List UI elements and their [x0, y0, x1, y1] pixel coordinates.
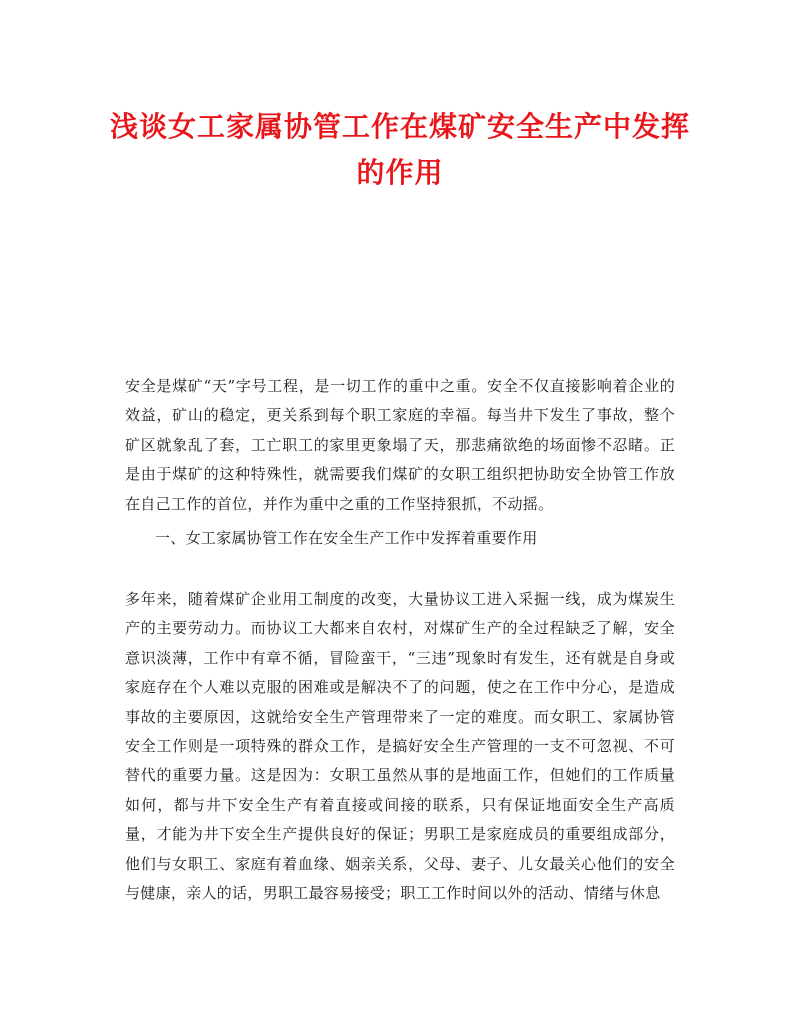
intro-paragraph: 安全是煤矿“天”字号工程，是一切工作的重中之重。安全不仅直接影响着企业的效益，矿山的稳定，更关系到每个职工家庭的幸福。每当井下发生了事故，整个矿区就象乱了套，工亡职工的家里更象塌了天，那悲痛欲绝的场面惨不忍睹。正是由于煤矿的这种特殊性，就需要我们煤矿的女职工组织把协助安全协管工作放在自己工作的首位，并作为重中之重的工作坚持狠抓，不动摇。: [125, 377, 675, 513]
document-title: 浅谈女工家属协管工作在煤矿安全生产中发挥的作用: [110, 110, 691, 189]
body-paragraph: 多年来，随着煤矿企业用工制度的改变，大量协议工进入采掘一线，成为煤炭生产的主要劳动力。而协议工大都来自农村，对煤矿生产的全过程缺乏了解，安全意识淡薄，工作中有章不循，冒险蛮干，“三违”现象时有发生，还有就是自身或家庭存在个人难以克服的困难或是解决不了的问题，使之在工作中分心，是造成事故的主要原因，这就给安全生产管理带来了一定的难度。而女职工、家属协管安全工作则是一项特殊的群众工作，是搞好安全生产管理的一支不可忽视、不可替代的重要力量。这是因为：女职工虽然从事的是地面工作，但她们的工作质量如何，都与井下安全生产有着直接或间接的联系，只有保证地面安全生产高质量，才能为井下安全生产提供良好的保证；男职工是家庭成员的重要组成部分，他们与女职工、家庭有着血缘、姻亲关系，父母、妻子、儿女最关心他们的安全与健康，亲人的话，男职工最容易接受；职工工作时间以外的活动、情绪与休息: [125, 590, 675, 903]
section-heading: 一、女工家属协管工作在安全生产工作中发挥着重要作用: [155, 529, 538, 547]
